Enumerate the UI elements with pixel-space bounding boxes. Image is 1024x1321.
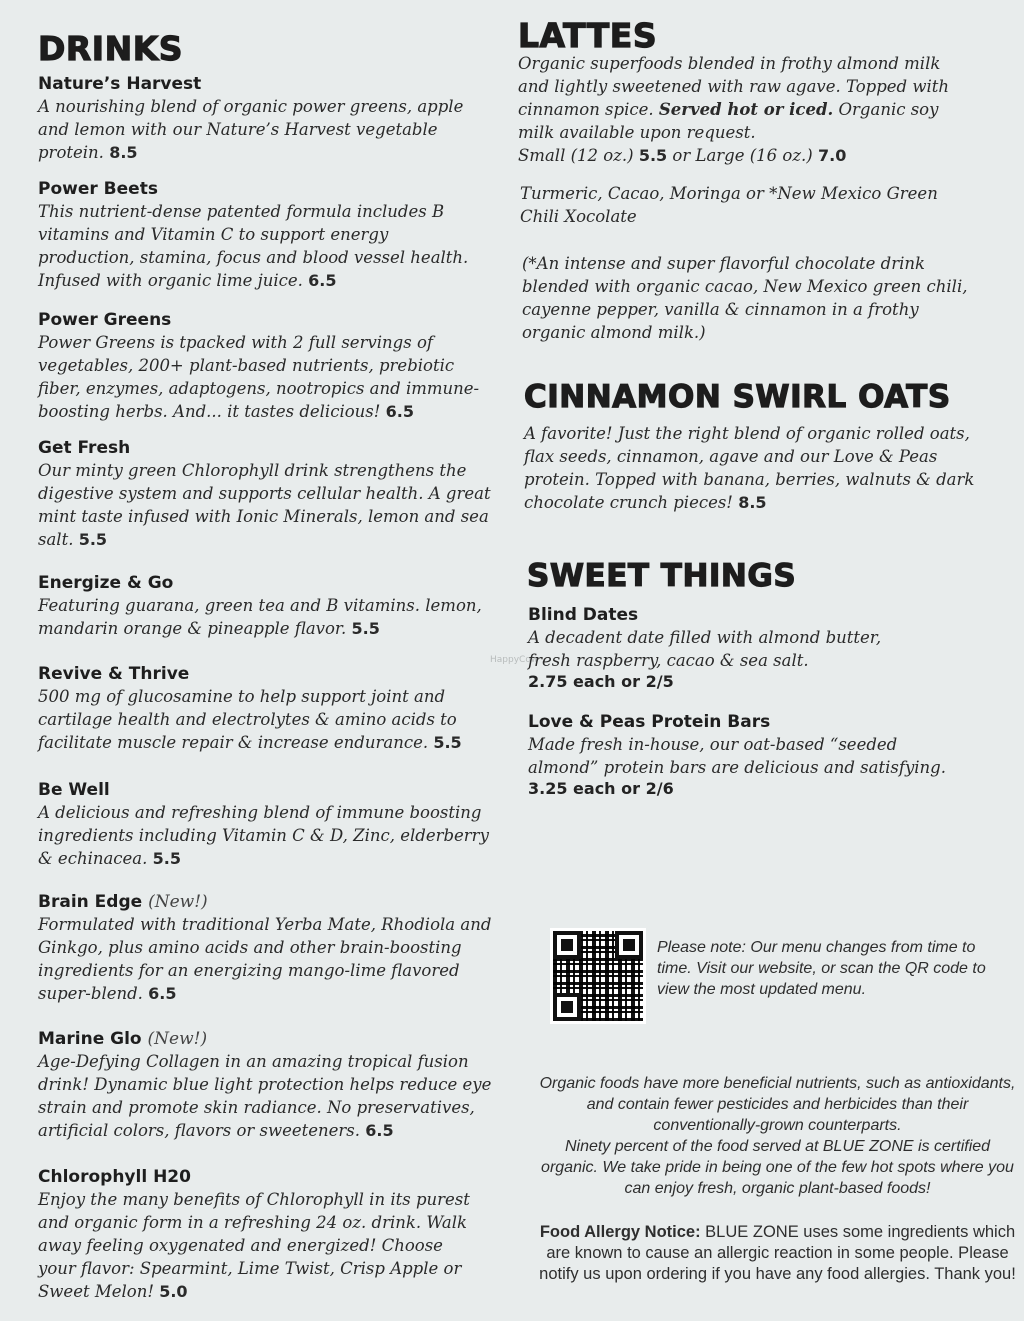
sweet-description: Made fresh in-house, our oat-based “seeded almond” protein bars are delicious and satisfying. xyxy=(528,735,946,777)
drinks-heading: DRINKS xyxy=(38,29,184,68)
allergy-label: Food Allergy Notice: xyxy=(539,1223,701,1241)
drink-description: Age-Defying Collagen in an amazing tropical fusion drink! Dynamic blue light protection helps reduce eye strain and promote skin radiance. No preservatives, artificial colors, flavors or sweeteners. 6.5 xyxy=(38,1052,492,1140)
latte-large-size: or Large (16 oz.) xyxy=(672,146,813,165)
drink-name: Chlorophyll H20 xyxy=(38,1167,191,1187)
drink-name: Marine Glo (New!) xyxy=(38,1029,208,1049)
latte-small-size: Small (12 oz.) xyxy=(518,146,634,165)
lattes-description: Organic superfoods blended in frothy almond milk and lightly sweetened with raw agave. Topped with cinnamon spice. Served hot or iced. Organic soy milk available upon request. Small (12 oz.) 5.5 or Large (16 oz.) 7.0 xyxy=(518,54,950,165)
drink-description: A nourishing blend of organic power greens, apple and lemon with our Nature’s Harvest vegetable protein. 8.5 xyxy=(38,97,464,162)
drink-name: Get Fresh xyxy=(38,438,131,458)
drink-price: 8.5 xyxy=(109,143,138,162)
new-badge: (New!) xyxy=(147,1029,208,1049)
sweet-name: Love & Peas Protein Bars xyxy=(528,712,771,732)
drink-price: 6.5 xyxy=(148,984,177,1003)
drink-price: 5.5 xyxy=(433,733,462,752)
drink-item xyxy=(38,572,508,640)
drink-name: Power Beets xyxy=(38,179,158,199)
drink-item xyxy=(38,891,508,1005)
drink-item xyxy=(38,309,508,423)
oats-heading: CINNAMON SWIRL OATS xyxy=(524,379,951,415)
menu-changes-note: Please note: Our menu changes from time to time. Visit our website, or scan the QR code to view the most updated menu. xyxy=(657,939,986,998)
qr-finder-icon xyxy=(615,931,643,959)
drink-description: Enjoy the many benefits of Chlorophyll in its purest and organic form in a refreshing 24 oz. drink. Walk away feeling oxygenated and energized! Choose your flavor: Spearmint, Lime Twist, Crisp Apple or Sweet Melon! 5.0 xyxy=(38,1190,470,1301)
sweet-price: 2.75 each or 2/5 xyxy=(528,672,674,691)
qr-finder-icon xyxy=(553,993,581,1021)
drink-name: Nature’s Harvest xyxy=(38,74,202,94)
drink-name: Power Greens xyxy=(38,310,172,330)
drink-price: 5.0 xyxy=(159,1282,188,1301)
drink-description: 500 mg of glucosamine to help support joint and cartilage health and electrolytes & amino acids to facilitate muscle repair & increase endurance. 5.5 xyxy=(38,687,462,752)
drink-item xyxy=(38,73,508,164)
served-hot-iced: Served hot or iced. xyxy=(658,100,834,119)
drink-price: 5.5 xyxy=(152,849,181,868)
drink-description: Power Greens is tpacked with 2 full servings of vegetables, 200+ plant-based nutrients, prebiotic fiber, enzymes, adaptogens, nootropics and immune-boosting herbs. And... it tastes delicious! 6.5 xyxy=(38,333,480,421)
drink-name: Energize & Go xyxy=(38,573,174,593)
drink-price: 6.5 xyxy=(308,271,337,290)
drink-name: Brain Edge (New!) xyxy=(38,892,208,912)
latte-small-price: 5.5 xyxy=(638,146,668,165)
drink-item xyxy=(38,437,508,551)
drink-price: 6.5 xyxy=(385,402,414,421)
sweet-things-heading: SWEET THINGS xyxy=(527,558,797,594)
drink-name: Revive & Thrive xyxy=(38,664,190,684)
drink-item xyxy=(38,663,508,754)
qr-finder-icon xyxy=(553,931,581,959)
latte-large-price: 7.0 xyxy=(817,146,847,165)
drink-description: A delicious and refreshing blend of immune boosting ingredients including Vitamin C & D, Zinc, elderberry & echinacea. 5.5 xyxy=(38,803,489,868)
drink-name: Be Well xyxy=(38,780,110,800)
oats-description: A favorite! Just the right blend of organic rolled oats, flax seeds, cinnamon, agave and our Love & Peas protein. Topped with banana, berries, walnuts & dark chocolate crunch pieces! 8.5 xyxy=(524,424,975,512)
oats-price: 8.5 xyxy=(738,493,767,512)
sweet-item xyxy=(528,604,1008,691)
drink-item xyxy=(38,1028,508,1142)
new-badge: (New!) xyxy=(148,892,208,912)
latte-flavors: Turmeric, Cacao, Moringa or *New Mexico Green Chili Xocolate xyxy=(520,184,938,226)
watermark: HappyCow xyxy=(490,655,539,665)
drink-item xyxy=(38,1166,508,1303)
drink-description: This nutrient-dense patented formula includes B vitamins and Vitamin C to support energy production, stamina, focus and blood vessel health. Infused with organic lime juice. 6.5 xyxy=(38,202,469,290)
drink-description: Featuring guarana, green tea and B vitamins. lemon, mandarin orange & pineapple flavor. 5.5 xyxy=(38,596,482,638)
sweet-name: Blind Dates xyxy=(528,605,639,625)
allergy-notice: Food Allergy Notice: BLUE ZONE uses some ingredients which are known to cause an allergic reaction in some people. Please notify us upon ordering if you have any food allergies. Thank you! xyxy=(539,1223,1016,1283)
drink-price: 5.5 xyxy=(351,619,380,638)
drink-price: 6.5 xyxy=(365,1121,394,1140)
drink-item xyxy=(38,779,508,870)
drink-price: 5.5 xyxy=(78,530,108,549)
sweet-description: A decadent date filled with almond butter, fresh raspberry, cacao & sea salt. xyxy=(528,628,882,670)
drink-description: Formulated with traditional Yerba Mate, Rhodiola and Ginkgo, plus amino acids and other brain-boosting ingredients for an energizing mango-lime flavored super-blend. 6.5 xyxy=(38,915,492,1003)
sweet-item xyxy=(528,711,1008,798)
drink-description: Our minty green Chlorophyll drink strengthens the digestive system and supports cellular health. A great mint taste infused with Ionic Minerals, lemon and sea salt. 5.5 xyxy=(38,461,491,549)
organic-note: Organic foods have more beneficial nutrients, such as antioxidants, and contain fewer pesticides and herbicides than their conventionally-grown counterparts. Ninety percent of the food served at BLUE ZONE is certified organic. We take pride in being one of the few hot spots where you can enjoy fresh, organic plant-based foods! xyxy=(539,1075,1016,1197)
sweet-price: 3.25 each or 2/6 xyxy=(528,779,674,798)
latte-footnote: (*An intense and super flavorful chocolate drink blended with organic cacao, New Mexico green chili, cayenne pepper, vanilla & cinnamon in a frothy organic almond milk.) xyxy=(522,254,968,342)
lattes-heading: LATTES xyxy=(518,16,658,55)
drink-item xyxy=(38,178,508,292)
qr-code[interactable] xyxy=(550,928,646,1024)
